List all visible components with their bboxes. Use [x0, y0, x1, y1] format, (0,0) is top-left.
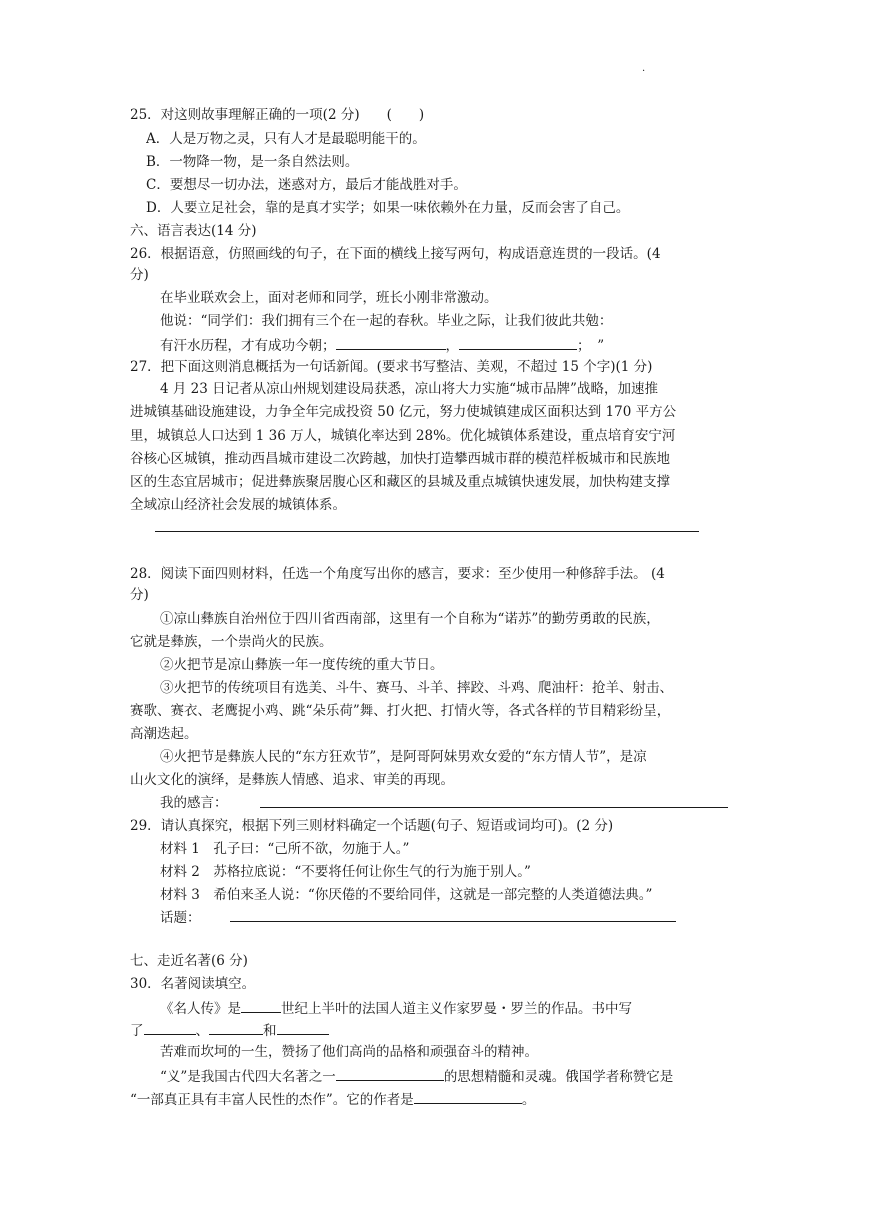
q28-material-line: 赛歌、赛衣、老鹰捉小鸡、跳“朵乐荷”舞、打火把、打情火等，各式各样的节目精彩纷呈，: [130, 703, 671, 719]
q27-news-line: 区的生态宜居城市；促进彝族聚居腹心区和藏区的县城及重点城镇快速发展，加快构建支撑: [130, 474, 670, 490]
q30-stem: 30．名著阅读填空。: [130, 976, 256, 992]
q26-para3-start: 有汗水历程，才有成功今朝；: [160, 338, 336, 354]
q30-l2-text-b: 、: [195, 1023, 209, 1039]
q26-blank-2[interactable]: [459, 335, 577, 350]
q30-l5-text-a: “一部真正具有丰富人民性的杰作”。它的作者是: [130, 1092, 414, 1108]
q30-blank-person-3[interactable]: [277, 1020, 329, 1035]
q30-blank-person-1[interactable]: [144, 1020, 196, 1035]
q29-topic-line[interactable]: [230, 921, 676, 922]
q26-blank-1[interactable]: [336, 335, 446, 350]
q28-stem-line2: 分): [130, 587, 149, 603]
q30-line4: [160, 1066, 800, 1086]
q30-l5-text-b: 。: [521, 1092, 536, 1108]
q29-material-2: 材料 2 苏格拉底说：“不要将任何让你生气的行为施于别人。”: [160, 864, 531, 880]
q28-material-line: 山火文化的演绎，是彝族人情感、追求、审美的再现。: [130, 772, 454, 788]
q30-l1-text-a: 《名人传》是: [160, 1001, 241, 1017]
q28-material-line: ④火把节是彝族人民的“东方狂欢节”，是阿哥阿妹男欢女爱的“东方情人节”，是凉: [160, 749, 647, 765]
q27-news-line: 进城镇基础设施建设，力争全年完成投资 50 亿元，努力使城镇建成区面积达到 170 平方公: [130, 404, 677, 420]
q29-material-1: 材料 1 孔子曰：“己所不欲，勿施于人。”: [160, 841, 410, 857]
q27-news-line: 谷核心区城镇，推动西昌城市建设二次跨越，加快打造攀西城市群的模范样板城市和民族地: [130, 451, 670, 467]
q27-news-line: 全域凉山经济社会发展的城镇体系。: [130, 497, 346, 513]
q28-material-line: ②火把节是凉山彝族一年一度传统的重大节日。: [160, 657, 444, 673]
q28-answer-label: 我的感言：: [160, 795, 228, 811]
q27-answer-line[interactable]: [155, 531, 699, 532]
q30-blank-person-2[interactable]: [209, 1020, 263, 1035]
q30-line2: [130, 1020, 770, 1040]
q27-news-line: 4 月 23 日记者从凉山州规划建设局获悉，凉山将大力实施“城市品牌”战略，加速推: [160, 381, 658, 397]
q30-l1-text-b: 世纪上半叶的法国人道主义作家罗曼・罗兰的作品。书中写: [281, 1001, 632, 1017]
q29-topic-label: 话题：: [160, 910, 201, 926]
section-7-heading: 七、走近名著(6 分): [130, 953, 248, 969]
q26-stem-line2: 分): [130, 267, 149, 283]
q27-stem: 27．把下面这则消息概括为一句话新闻。(要求书写整洁、美观，不超过 15 个字)(1 分): [130, 359, 653, 375]
q28-material-line: ③火把节的传统项目有选美、斗牛、赛马、斗羊、摔跤、斗鸡、爬油杆：抢羊、射击、: [160, 680, 673, 696]
q26-stem-line1: 26．根据语意，仿照画线的句子，在下面的横线上接写两句，构成语意连贯的一段话。(4: [130, 246, 661, 262]
q26-para2: 他说：“同学们：我们拥有三个在一起的春秋。毕业之际，让我们彼此共勉：: [160, 313, 613, 329]
section-6-heading: 六、语言表达(14 分): [130, 223, 257, 239]
q26-answer-line: [160, 335, 800, 355]
q27-news-line: 里，城镇总人口达到 1 36 万人，城镇化率达到 28%。优化城镇体系建设，重点培育安宁河: [130, 428, 676, 444]
q30-blank-novel[interactable]: [336, 1066, 444, 1081]
q30-blank-author[interactable]: [414, 1089, 522, 1104]
q26-comma: ，: [445, 338, 459, 354]
q30-l4-text-a: “义”是我国古代四大名著之一: [160, 1069, 336, 1085]
q26-end-quote: ； ”: [577, 338, 605, 354]
q28-stem-line1: 28．阅读下面四则材料，任选一个角度写出你的感言，要求：至少使用一种修辞手法。 (4: [130, 566, 665, 582]
q29-material-3: 材料 3 希伯来圣人说：“你厌倦的不要给同伴，这就是一部完整的人类道德法典。”: [160, 887, 653, 903]
q26-para1: 在毕业联欢会上，面对老师和同学，班长小刚非常激动。: [160, 290, 498, 306]
q25-option-c[interactable]: C．要想尽一切办法，迷惑对方，最后才能战胜对手。: [146, 177, 467, 193]
q25-option-d[interactable]: D．人要立足社会，靠的是真才实学；如果一味依赖外在力量，反而会害了自己。: [146, 200, 630, 216]
q28-material-line: 它就是彝族，一个崇尚火的民族。: [130, 634, 333, 650]
q28-material-line: ①凉山彝族自治州位于四川省西南部，这里有一个自称为“诺苏”的勤劳勇敢的民族，: [160, 611, 660, 627]
q28-answer-line[interactable]: [260, 807, 728, 808]
q30-line3: 苦难而坎坷的一生，赞扬了他们高尚的品格和顽强奋斗的精神。: [160, 1044, 538, 1060]
q25-stem: 25．对这则故事理解正确的一项(2 分) ( ): [130, 107, 425, 123]
q25-option-b[interactable]: B．一物降一物，是一条自然法则。: [146, 154, 359, 170]
q30-line5: [130, 1089, 770, 1109]
q30-l2-text-a: 了: [130, 1023, 144, 1039]
page-mark: .: [642, 63, 646, 74]
q25-option-a[interactable]: A．人是万物之灵，只有人才是最聪明能干的。: [146, 131, 426, 147]
q30-l2-text-c: 和: [263, 1023, 277, 1039]
q30-l4-text-b: 的思想精髓和灵魂。俄国学者称赞它是: [443, 1069, 674, 1085]
q28-material-line: 高潮迭起。: [130, 726, 198, 742]
q30-blank-century[interactable]: [241, 998, 281, 1013]
q29-stem: 29．请认真探究，根据下列三则材料确定一个话题(句子、短语或词均可)。(2 分): [130, 818, 614, 834]
q30-line1: [160, 998, 800, 1018]
